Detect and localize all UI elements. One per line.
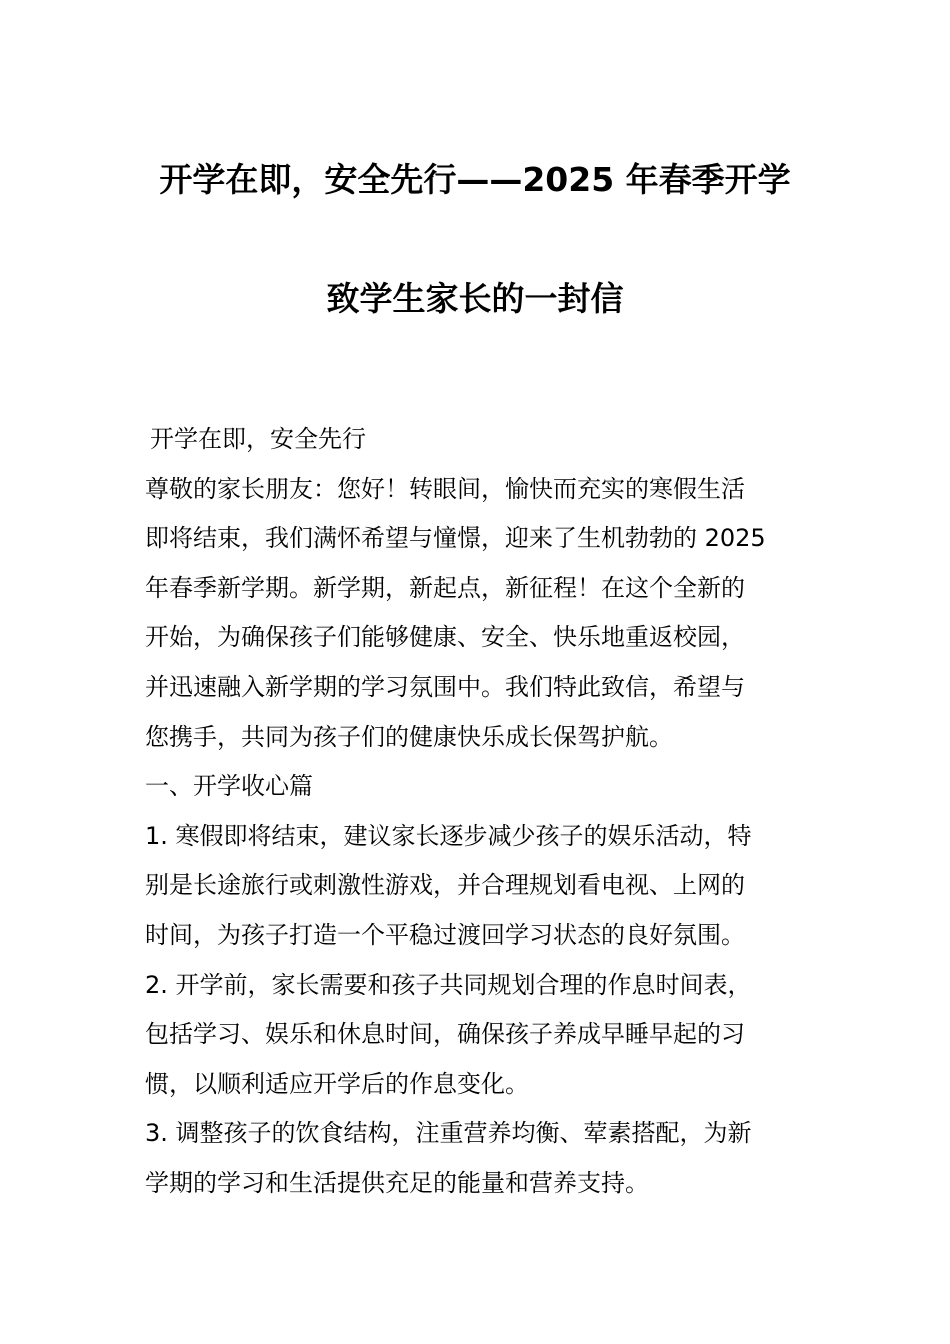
document-title-line-1: 开学在即，安全先行——2025 年春季开学: [159, 160, 791, 199]
paragraph-line: 包括学习、娱乐和休息时间，确保孩子养成早睡早起的习: [145, 1020, 745, 1049]
paragraph-line: 学期的学习和生活提供充足的能量和营养支持。: [145, 1168, 649, 1197]
paragraph-line: 别是长途旅行或刺激性游戏，并合理规划看电视、上网的: [145, 871, 745, 900]
paragraph-line: 2. 开学前，家长需要和孩子共同规划合理的作息时间表，: [145, 970, 752, 999]
paragraph-line: 年春季新学期。新学期，新起点，新征程！在这个全新的: [145, 573, 745, 602]
paragraph-line: 尊敬的家长朋友：您好！转眼间，愉快而充实的寒假生活: [145, 474, 745, 503]
paragraph-line: 时间，为孩子打造一个平稳过渡回学习状态的良好氛围。: [145, 920, 745, 949]
document-body: [145, 415, 810, 1209]
document-title-line-2: 致学生家长的一封信: [326, 279, 624, 318]
paragraph-line: 开始，为确保孩子们能够健康、安全、快乐地重返校园，: [145, 623, 745, 652]
paragraph-line: 1. 寒假即将结束，建议家长逐步减少孩子的娱乐活动，特: [145, 821, 752, 850]
paragraph-line: 并迅速融入新学期的学习氛围中。我们特此致信，希望与: [145, 672, 745, 701]
section-heading-1: 一、开学收心篇: [145, 772, 313, 801]
section-heading-intro: 开学在即，安全先行: [150, 425, 366, 453]
paragraph-line: 3. 调整孩子的饮食结构，注重营养均衡、荤素搭配，为新: [145, 1119, 752, 1148]
paragraph-line: 您携手，共同为孩子们的健康快乐成长保驾护航。: [145, 722, 673, 751]
paragraph-line: 惯，以顺利适应开学后的作息变化。: [145, 1069, 529, 1098]
paragraph-line: 即将结束，我们满怀希望与憧憬，迎来了生机勃勃的 2025: [145, 524, 766, 553]
